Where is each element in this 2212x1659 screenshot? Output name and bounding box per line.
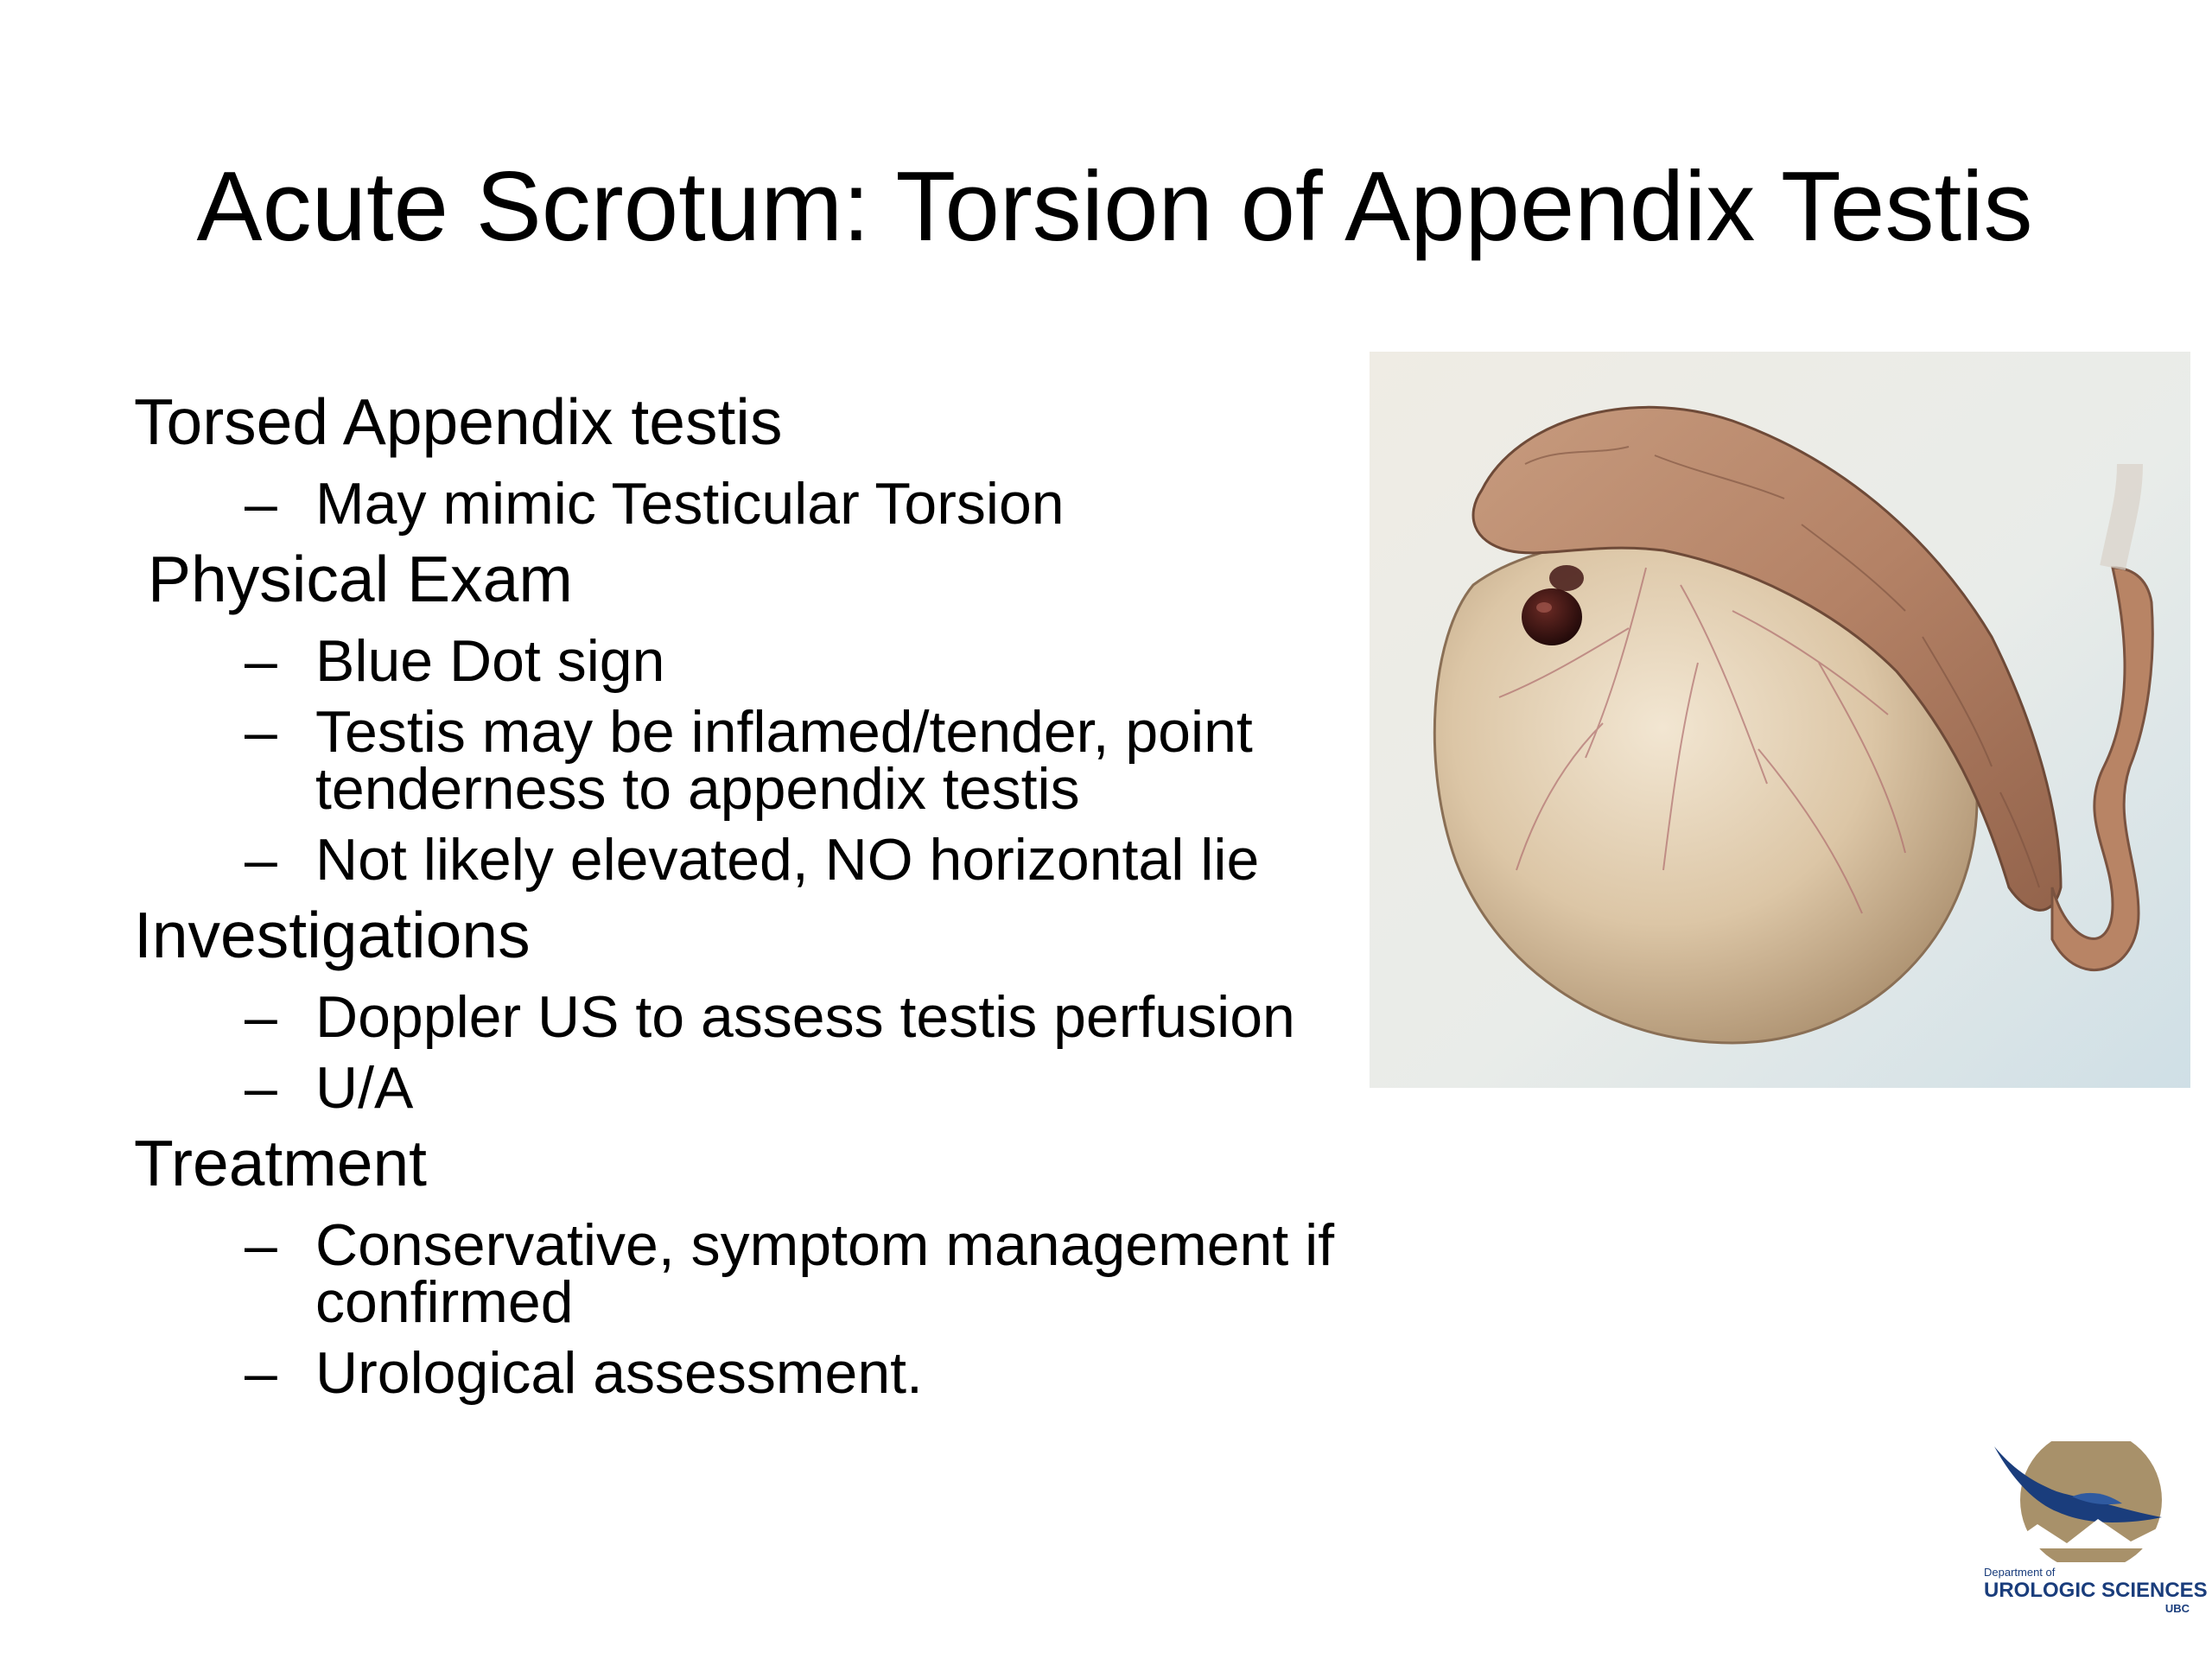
logo-department-text: Department of xyxy=(1984,1566,2056,1579)
ubc-urologic-sciences-logo xyxy=(1977,1441,2208,1618)
slide-title: Acute Scrotum: Torsion of Appendix Testis xyxy=(196,152,2033,262)
bullet-item xyxy=(134,1340,1413,1406)
eagle-icon xyxy=(1977,1441,2196,1562)
bullet-dash: – xyxy=(245,1055,277,1121)
logo-name-text: UROLOGIC SCIENCES xyxy=(1984,1579,2208,1602)
bullet-text: Doppler US to assess testis perfusion xyxy=(315,984,1295,1050)
bullet-text: Conservative, symptom management if confirmed xyxy=(315,1212,1335,1335)
bullet-text: May mimic Testicular Torsion xyxy=(315,471,1065,537)
section-heading-physical-exam: Physical Exam xyxy=(148,543,573,615)
bullet-item xyxy=(134,471,1413,537)
bullet-item xyxy=(134,699,1456,822)
bullet-text: U/A xyxy=(315,1055,414,1121)
bullet-dash: – xyxy=(245,827,277,893)
section-heading-torsed: Torsed Appendix testis xyxy=(134,385,783,458)
bullet-dash: – xyxy=(245,1340,277,1406)
bullet-dash: – xyxy=(245,628,277,694)
bullet-dash: – xyxy=(245,471,277,537)
bullet-item xyxy=(134,984,1413,1050)
bullet-text: Not likely elevated, NO horizontal lie xyxy=(315,827,1260,893)
section-heading-treatment: Treatment xyxy=(134,1127,428,1199)
bullet-dash: – xyxy=(245,1212,277,1278)
bullet-item xyxy=(134,1212,1542,1335)
logo-ubc-text: UBC xyxy=(2164,1602,2190,1615)
bullet-text: Testis may be inflamed/tender, point tenderness to appendix testis xyxy=(315,699,1253,822)
testis-illustration xyxy=(1370,352,2190,1088)
slide-body xyxy=(134,382,1413,1408)
bullet-text: Blue Dot sign xyxy=(315,628,665,694)
bullet-item xyxy=(134,827,1413,893)
bullet-dash: – xyxy=(245,984,277,1050)
bullet-item xyxy=(134,628,1413,694)
bullet-text: Urological assessment. xyxy=(315,1340,923,1406)
bullet-item xyxy=(134,1055,1413,1121)
bullet-dash: – xyxy=(245,699,277,765)
section-heading-investigations: Investigations xyxy=(134,899,531,971)
